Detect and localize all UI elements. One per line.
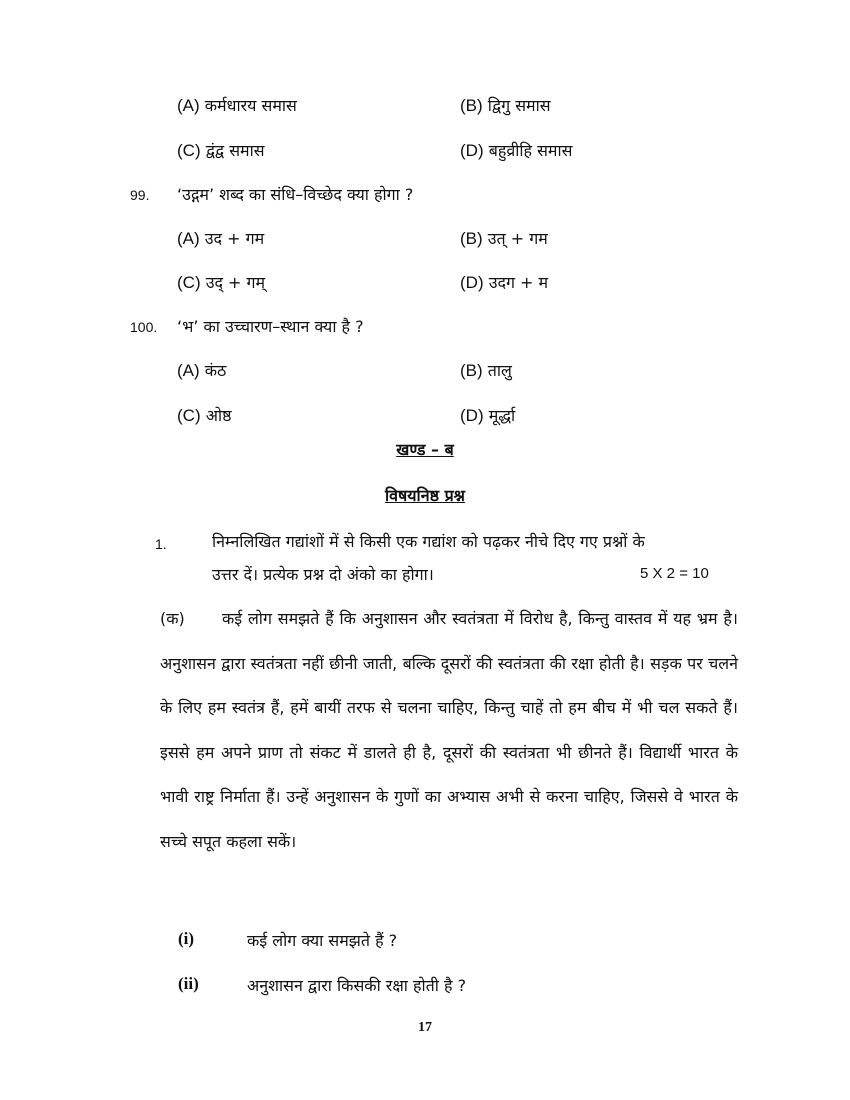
option-text: उत् + गम: [487, 229, 548, 248]
question-text-line1: निम्नलिखित गद्यांशों में से किसी एक गद्यांश को पढ़कर नीचे दिए गए प्रश्नों के: [212, 532, 645, 551]
q100-option-d: [460, 404, 515, 426]
q98-option-c: [177, 139, 265, 161]
q99-option-d: [460, 271, 548, 293]
q98-option-b: [460, 94, 551, 116]
option-text: मूर्द्धा: [488, 406, 516, 425]
option-text: द्वंद्व समास: [205, 141, 265, 160]
q99-option-a: [177, 227, 264, 249]
passage-text: कई लोग समझते हैं कि अनुशासन और स्वतंत्रता में विरोध है, किन्तु वास्तव में यह भ्रम है। अनुशासन द्वारा स्वतंत्रता नहीं छीनी जाती, बल्कि दूसरों की स्वतंत्रता की रक्षा होती है। सड़क पर चलने के लिए हम स्वतंत्र हैं, हमें बायीं तरफ से चलना चाहिए, किन्तु चाहें तो हम बीच में भी चल सकते हैं। इससे हम अपने प्राण तो संकट में डालते ही है, दूसरों की स्वतंत्रता भी छीनते हैं। विद्यार्थी भारत के भावी राष्ट्र निर्माता हैं। उन्हें अनुशासन के गुणों का अभ्यास अभी से करना चाहिए, जिससे वे भारत के सच्चे सपूत कहला सकें।: [160, 609, 738, 851]
option-label: (D): [460, 406, 484, 425]
q100-option-b: [460, 359, 512, 381]
option-text: उद् + गम्: [205, 273, 266, 292]
question-number: 99.: [130, 187, 150, 203]
option-text: ओष्ठ: [205, 406, 232, 425]
q99-option-c: [177, 271, 265, 293]
q99-option-b: [460, 227, 548, 249]
option-text: उद + गम: [204, 229, 265, 248]
option-label: (B): [460, 229, 483, 248]
subquestion-number: (ii): [178, 974, 199, 993]
marks-label: 5 X 2 = 10: [640, 565, 709, 582]
option-text: कंठ: [204, 361, 227, 380]
page-number: 17: [418, 1020, 432, 1035]
option-label: (C): [177, 141, 201, 160]
option-label: (C): [177, 273, 201, 292]
q98-option-a: [177, 94, 297, 116]
subquestion-text: कई लोग क्या समझते हैं ?: [247, 931, 398, 950]
option-label: (A): [177, 96, 200, 115]
question-number: 1.: [155, 536, 167, 552]
option-text: द्विगु समास: [487, 96, 551, 115]
option-text: उदग + म: [488, 273, 549, 292]
option-label: (A): [177, 229, 200, 248]
passage-label: (क): [160, 609, 185, 628]
option-label: (C): [177, 406, 201, 425]
q98-option-d: [460, 139, 572, 161]
q100-option-a: [177, 359, 226, 381]
q100-option-c: [177, 404, 232, 426]
passage: [160, 597, 738, 864]
option-text: बहुव्रीहि समास: [488, 141, 573, 160]
option-text: कर्मधारय समास: [204, 96, 297, 115]
section-title: खण्ड – ब: [396, 440, 454, 459]
option-label: (D): [460, 273, 484, 292]
question-text: ‘भ’ का उच्चारण–स्थान क्या है ?: [177, 317, 364, 336]
question-text: ‘उद्गम’ शब्द का संधि–विच्छेद क्या होगा ?: [177, 185, 414, 204]
option-text: तालु: [487, 361, 512, 380]
option-label: (A): [177, 361, 200, 380]
subquestion-text: अनुशासन द्वारा किसकी रक्षा होती है ?: [247, 976, 467, 995]
option-label: (B): [460, 361, 483, 380]
section-subtitle: विषयनिष्ठ प्रश्न: [384, 486, 465, 505]
question-number: 100.: [130, 319, 158, 335]
subquestion-number: (i): [178, 929, 195, 948]
option-label: (B): [460, 96, 483, 115]
option-label: (D): [460, 141, 484, 160]
question-text-line2: उत्तर दें। प्रत्येक प्रश्न दो अंको का होगा।: [212, 565, 434, 584]
